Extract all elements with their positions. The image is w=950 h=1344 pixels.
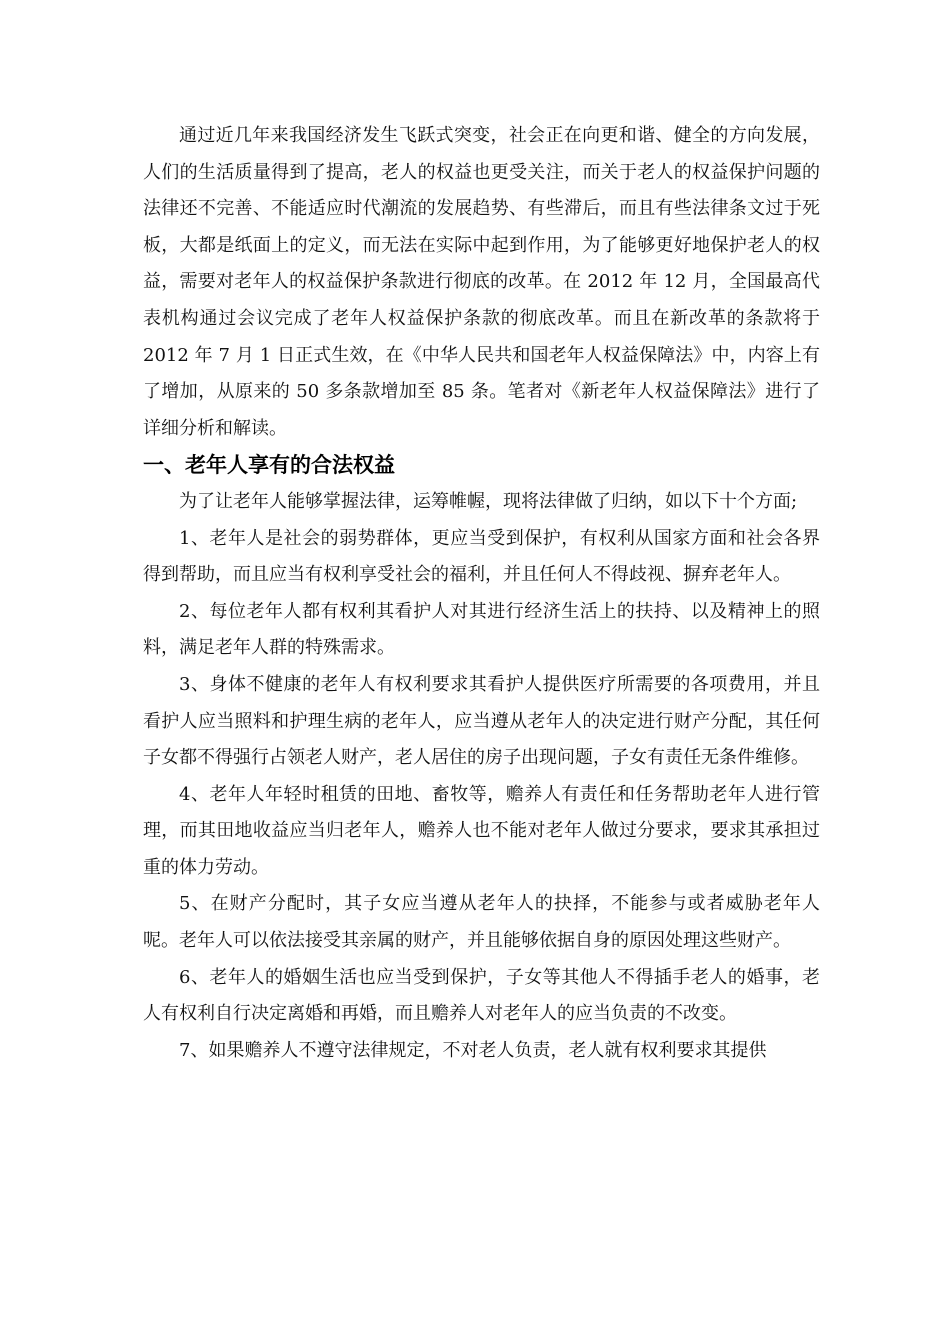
list-item: 3、身体不健康的老年人有权利要求其看护人提供医疗所需要的各项费用，并且看护人应当照料和护理生病的老年人，应当遵从老年人的决定进行财产分配，其任何子女都不得强行占领老人财产，老人居住的房子出现问题，子女有责任无条件维修。 <box>143 673 820 769</box>
list-item: 2、每位老年人都有权利其看护人对其进行经济生活上的扶持、以及精神上的照料，满足老年人群的特殊需求。 <box>143 600 820 659</box>
list-item: 1、老年人是社会的弱势群体，更应当受到保护，有权利从国家方面和社会各界得到帮助，而且应当有权利享受社会的福利，并且任何人不得歧视、摒弃老年人。 <box>143 527 820 586</box>
section-lead-paragraph: 为了让老年人能够掌握法律，运筹帷幄，现将法律做了归纳，如以下十个方面; <box>179 490 798 512</box>
document-body <box>143 118 820 1069</box>
section-heading: 一、老年人享有的合法权益 <box>143 453 395 478</box>
list-item: 4、老年人年轻时租赁的田地、畜牧等，赡养人有责任和任务帮助老年人进行管理，而其田地收益应当归老年人，赡养人也不能对老年人做过分要求，要求其承担过重的体力劳动。 <box>143 783 820 878</box>
list-item: 7、如果赡养人不遵守法律规定，不对老人负责，老人就有权利要求其提供 <box>179 1039 767 1061</box>
intro-paragraph: 通过近几年来我国经济发生飞跃式突变，社会正在向更和谐、健全的方向发展，人们的生活质量得到了提高，老人的权益也更受关注，而关于老人的权益保护问题的法律还不完善、不能适应时代潮流的发展趋势、有些滞后，而且有些法律条文过于死板，大都是纸面上的定义，而无法在实际中起到作用，为了能够更好地保护老人的权益，需要对老年人的权益保护条款进行彻底的改革。在 2012 年 12 月，全国最高代表机构通过会议完成了老年人权益保护条款的彻底改革。而且在新改革的条款将于 2012 年 7 月 1 日正式生效，在《中华人民共和国老年人权益保障法》中，内容上有了增加，从原来的 50 多条款增加至 85 条。笔者对《新老年人权益保障法》进行了详细分析和解读。 <box>143 125 820 439</box>
list-item: 5、在财产分配时，其子女应当遵从老年人的抉择，不能参与或者威胁老年人呢。老年人可以依法接受其亲属的财产，并且能够依据自身的原因处理这些财产。 <box>143 893 820 952</box>
list-item: 6、老年人的婚姻生活也应当受到保护，子女等其他人不得插手老人的婚事，老人有权利自行决定离婚和再婚，而且赡养人对老年人的应当负责的不改变。 <box>143 966 820 1025</box>
